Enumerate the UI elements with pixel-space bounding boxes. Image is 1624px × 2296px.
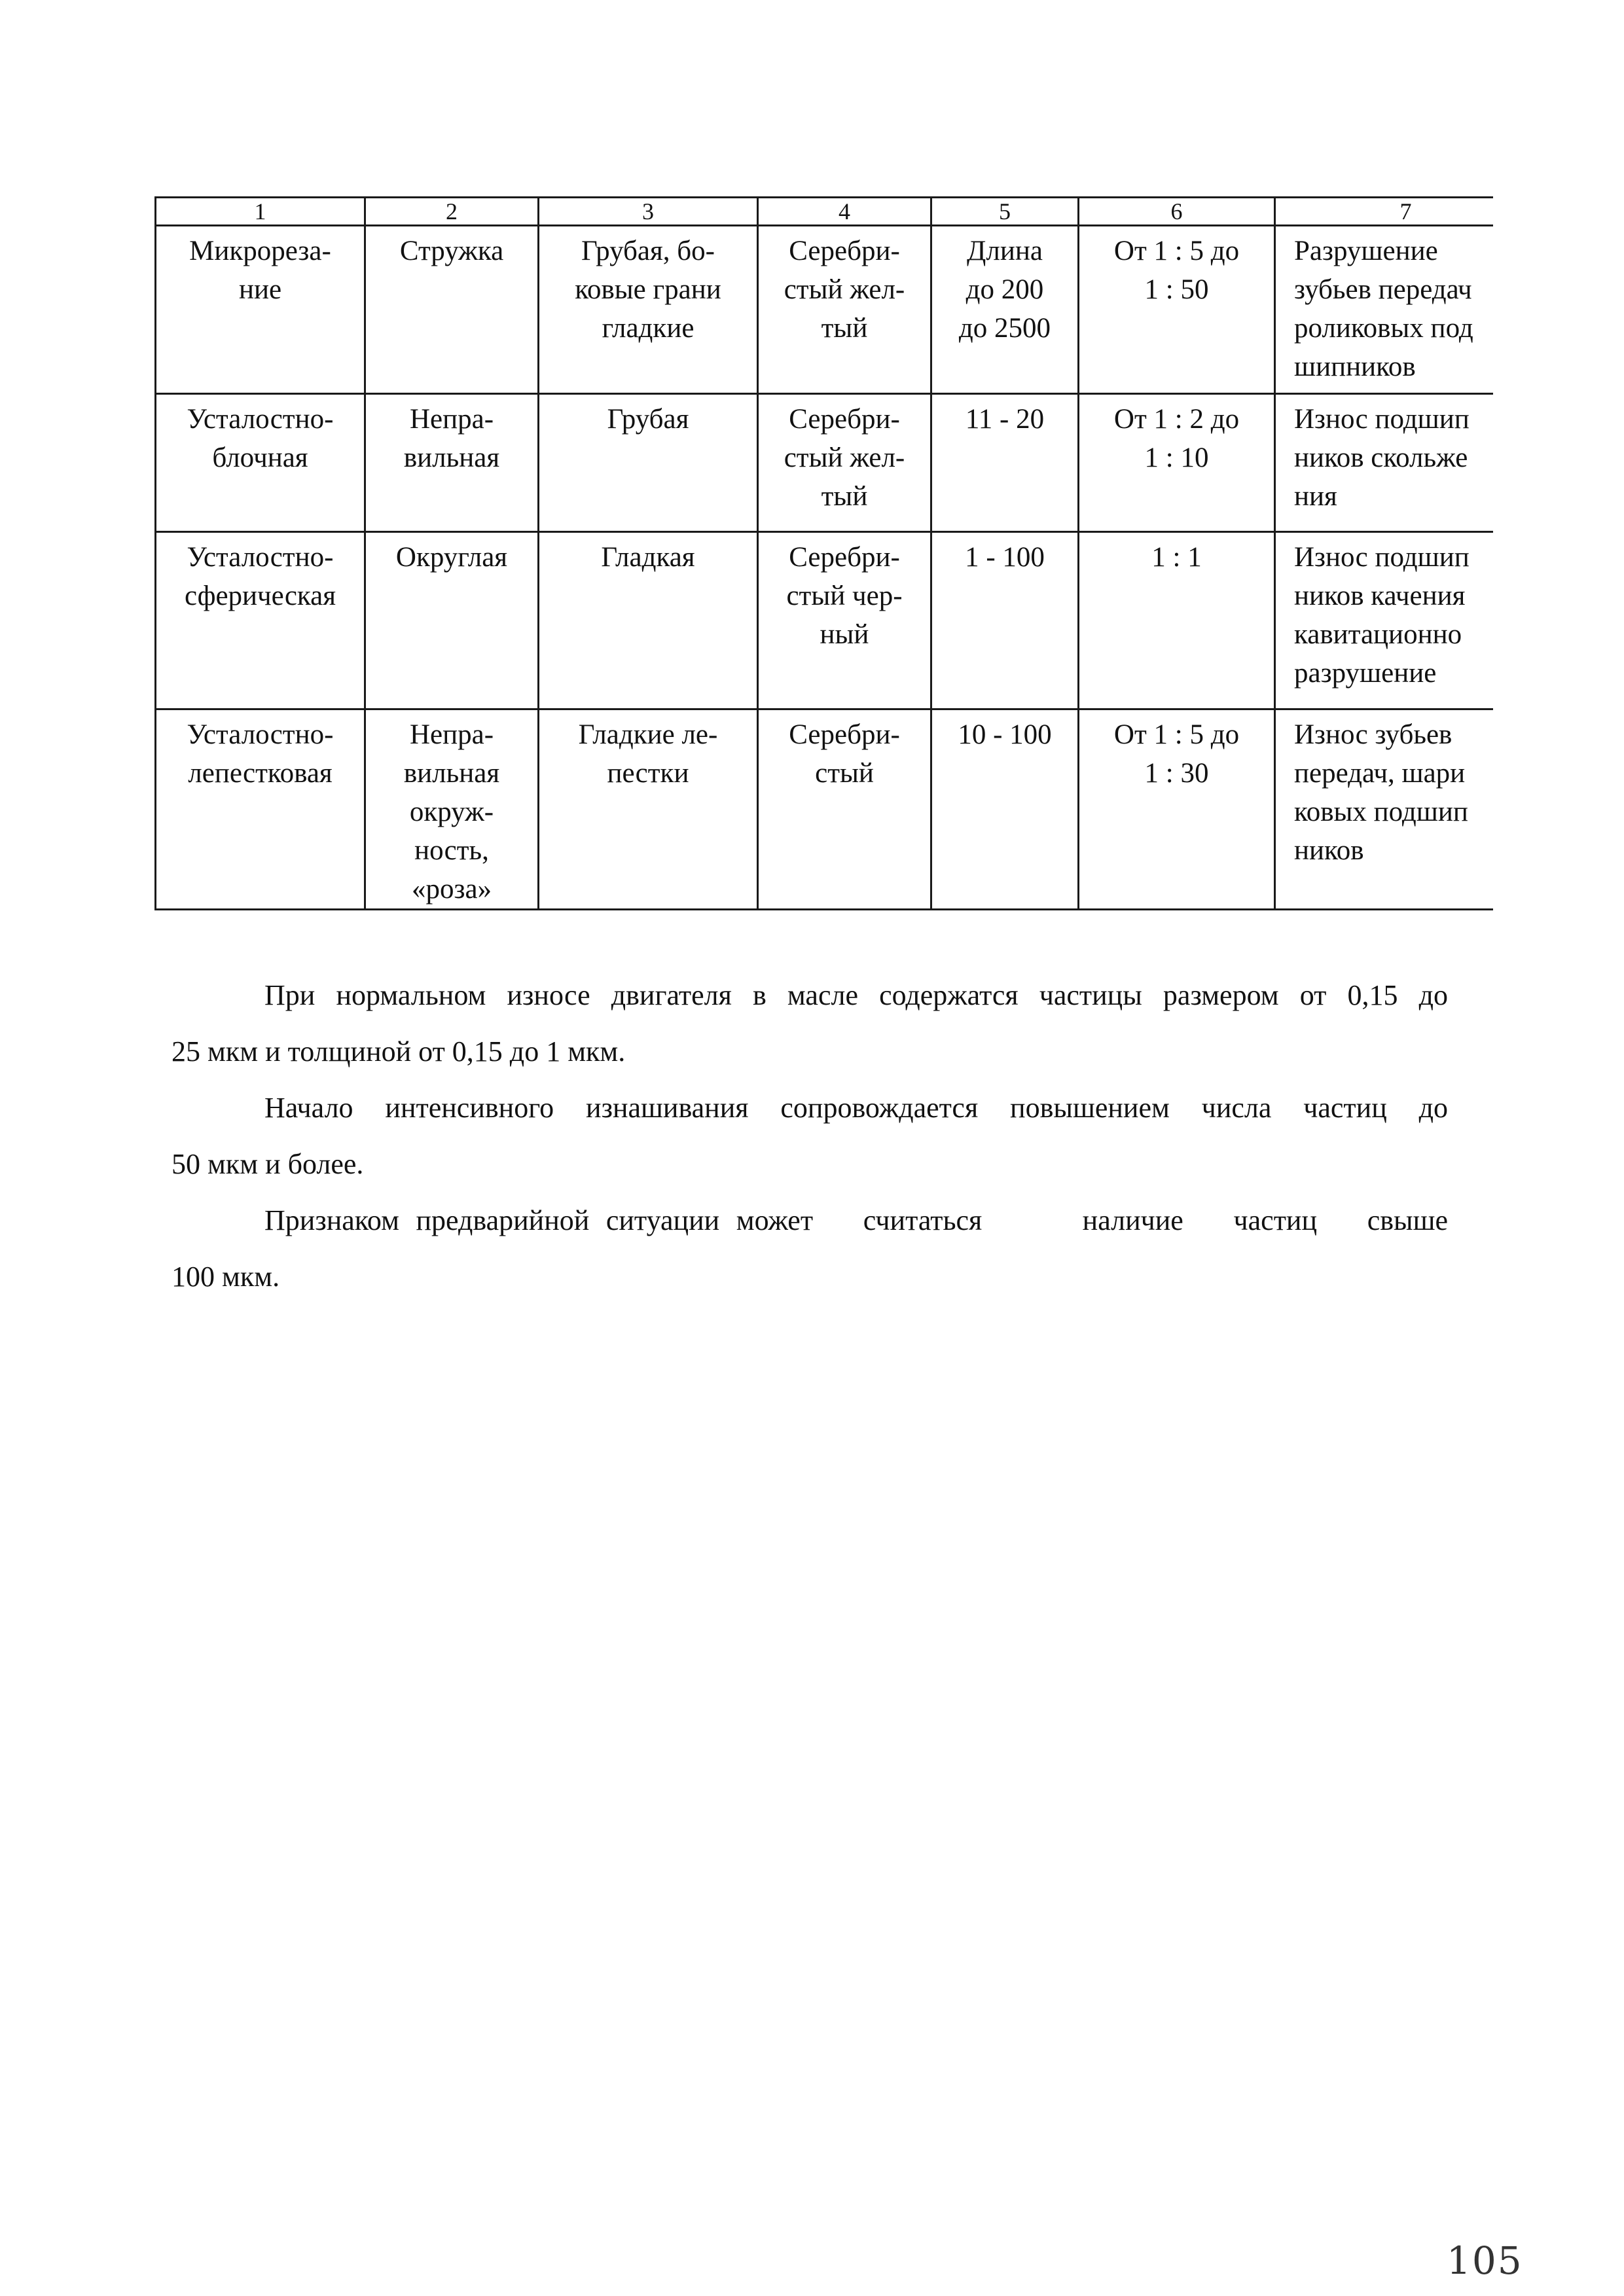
paragraph-line: Признаком предварийной ситуации может считаться наличие частиц свыше <box>264 1204 1448 1236</box>
column-number-cell: 5 <box>931 198 1079 226</box>
table-row <box>156 532 1494 709</box>
page-number: 105 <box>1447 2238 1523 2283</box>
table-cell <box>539 394 758 532</box>
table-cell <box>1079 709 1275 910</box>
table-cell <box>365 226 539 394</box>
cell-text-line: ковых подшип <box>1294 797 1468 827</box>
table-cell <box>156 394 365 532</box>
column-number-cell: 3 <box>539 198 758 226</box>
wear-particle-table-container <box>154 196 1493 923</box>
cell-text-line: Стружка <box>399 236 504 266</box>
cell-text-line: сферическая <box>184 581 336 611</box>
cell-text-line: Непра- <box>409 719 494 750</box>
paragraph-intensive-wear <box>171 1080 1448 1193</box>
cell-text-line: Округлая <box>395 542 508 573</box>
cell-text-line: окруж- <box>409 797 494 827</box>
table-cell <box>365 394 539 532</box>
table-cell <box>1079 226 1275 394</box>
cell-text-line: шипников <box>1294 351 1416 382</box>
cell-text-line: вильная <box>403 758 500 789</box>
cell-text-line: 1 - 100 <box>965 542 1045 573</box>
table-cell <box>1275 394 1494 532</box>
cell-text-line: ние <box>238 274 282 305</box>
table-cell <box>539 226 758 394</box>
table-cell <box>365 709 539 910</box>
cell-text-line: передач, шари <box>1294 758 1466 789</box>
table-cell <box>931 394 1079 532</box>
cell-text-line: до 2500 <box>958 313 1051 344</box>
cell-text-line: 11 - 20 <box>965 404 1045 435</box>
cell-text-line: Разрушение <box>1294 236 1438 266</box>
table-row <box>156 709 1494 910</box>
cell-text-line: Усталостно- <box>187 719 334 750</box>
cell-text-line: ников <box>1294 835 1364 866</box>
table-cell <box>539 532 758 709</box>
cell-text-line: стый чер- <box>786 581 903 611</box>
paragraph-line: 25 мкм и толщиной от 0,15 до 1 мкм. <box>171 1035 626 1067</box>
cell-text-line: Грубая <box>607 404 689 435</box>
table-row <box>156 226 1494 394</box>
cell-text-line: роликовых под <box>1294 313 1473 344</box>
cell-text-line: гладкие <box>602 313 695 344</box>
cell-text-line: ников качения <box>1294 581 1466 611</box>
cell-text-line: Непра- <box>409 404 494 435</box>
cell-text-line: Грубая, бо- <box>581 236 715 266</box>
cell-text-line: блочная <box>212 442 308 473</box>
cell-text-line: ния <box>1294 481 1337 512</box>
cell-text-line: разрушение <box>1294 658 1437 689</box>
table-cell <box>931 709 1079 910</box>
cell-text-line: Износ подшип <box>1294 542 1470 573</box>
cell-text-line: «роза» <box>411 874 492 905</box>
cell-text-line: Гладкая <box>601 542 695 573</box>
paragraph-line: 100 мкм. <box>171 1261 280 1293</box>
cell-text-line: стый жел- <box>784 274 905 305</box>
cell-text-line: тый <box>821 481 868 512</box>
column-number-cell: 4 <box>758 198 931 226</box>
cell-text-line: стый <box>815 758 874 789</box>
table-cell <box>758 709 931 910</box>
cell-text-line: Микрореза- <box>189 236 331 266</box>
paragraph-normal-wear <box>171 967 1448 1080</box>
cell-text-line: ность, <box>414 835 489 866</box>
column-number-cell: 2 <box>365 198 539 226</box>
cell-text-line: Усталостно- <box>187 404 334 435</box>
table-cell <box>1275 709 1494 910</box>
cell-text-line: Износ зубьев <box>1294 719 1453 750</box>
cell-text-line: Серебри- <box>789 542 900 573</box>
cell-text-line: Длина <box>967 236 1043 266</box>
cell-text-line: ников скольже <box>1294 442 1468 473</box>
table-cell <box>365 532 539 709</box>
cell-text-line: Гладкие ле- <box>578 719 718 750</box>
cell-text-line: лепестковая <box>188 758 333 789</box>
table-cell <box>758 394 931 532</box>
table-cell <box>1079 532 1275 709</box>
cell-text-line: Серебри- <box>789 404 900 435</box>
table-cell <box>1275 532 1494 709</box>
paragraph-line: Начало интенсивного изнашивания сопровождается повышением числа частиц до <box>264 1092 1448 1124</box>
paragraph-pre-emergency <box>171 1193 1448 1305</box>
table-cell <box>156 226 365 394</box>
cell-text-line: 1 : 30 <box>1144 758 1209 789</box>
column-number-cell: 6 <box>1079 198 1275 226</box>
column-number-cell: 7 <box>1275 198 1494 226</box>
cell-text-line: От 1 : 5 до <box>1113 236 1240 266</box>
table-cell <box>156 709 365 910</box>
cell-text-line: От 1 : 2 до <box>1113 404 1240 435</box>
cell-text-line: Серебри- <box>789 719 900 750</box>
cell-text-line: 1 : 10 <box>1144 442 1209 473</box>
cell-text-line: Износ подшип <box>1294 404 1470 435</box>
cell-text-line: ковые грани <box>575 274 721 305</box>
cell-text-line: зубьев передач <box>1294 274 1472 305</box>
cell-text-line: тый <box>821 313 868 344</box>
table-cell <box>156 532 365 709</box>
cell-text-line: стый жел- <box>784 442 905 473</box>
table-header-row <box>156 198 1494 226</box>
paragraph-line: При нормальном износе двигателя в масле содержатся частицы размером от 0,15 до <box>264 979 1448 1011</box>
table-cell <box>1079 394 1275 532</box>
table-row <box>156 394 1494 532</box>
column-number-cell: 1 <box>156 198 365 226</box>
table-cell <box>539 709 758 910</box>
table-cell <box>1275 226 1494 394</box>
cell-text-line: Усталостно- <box>187 542 334 573</box>
cell-text-line: 1 : 50 <box>1144 274 1209 305</box>
cell-text-line: до 200 <box>965 274 1044 305</box>
cell-text-line: кавитационно <box>1294 619 1462 650</box>
cell-text-line: пестки <box>607 758 689 789</box>
cell-text-line: ный <box>820 619 869 650</box>
cell-text-line: 1 : 1 <box>1151 542 1202 573</box>
table-cell <box>758 226 931 394</box>
table-cell <box>931 532 1079 709</box>
cell-text-line: От 1 : 5 до <box>1113 719 1240 750</box>
cell-text-line: Серебри- <box>789 236 900 266</box>
cell-text-line: 10 - 100 <box>958 719 1052 750</box>
table-cell <box>931 226 1079 394</box>
table-cell <box>758 532 931 709</box>
paragraph-line: 50 мкм и более. <box>171 1148 364 1180</box>
cell-text-line: вильная <box>403 442 500 473</box>
wear-particle-table <box>154 196 1493 910</box>
